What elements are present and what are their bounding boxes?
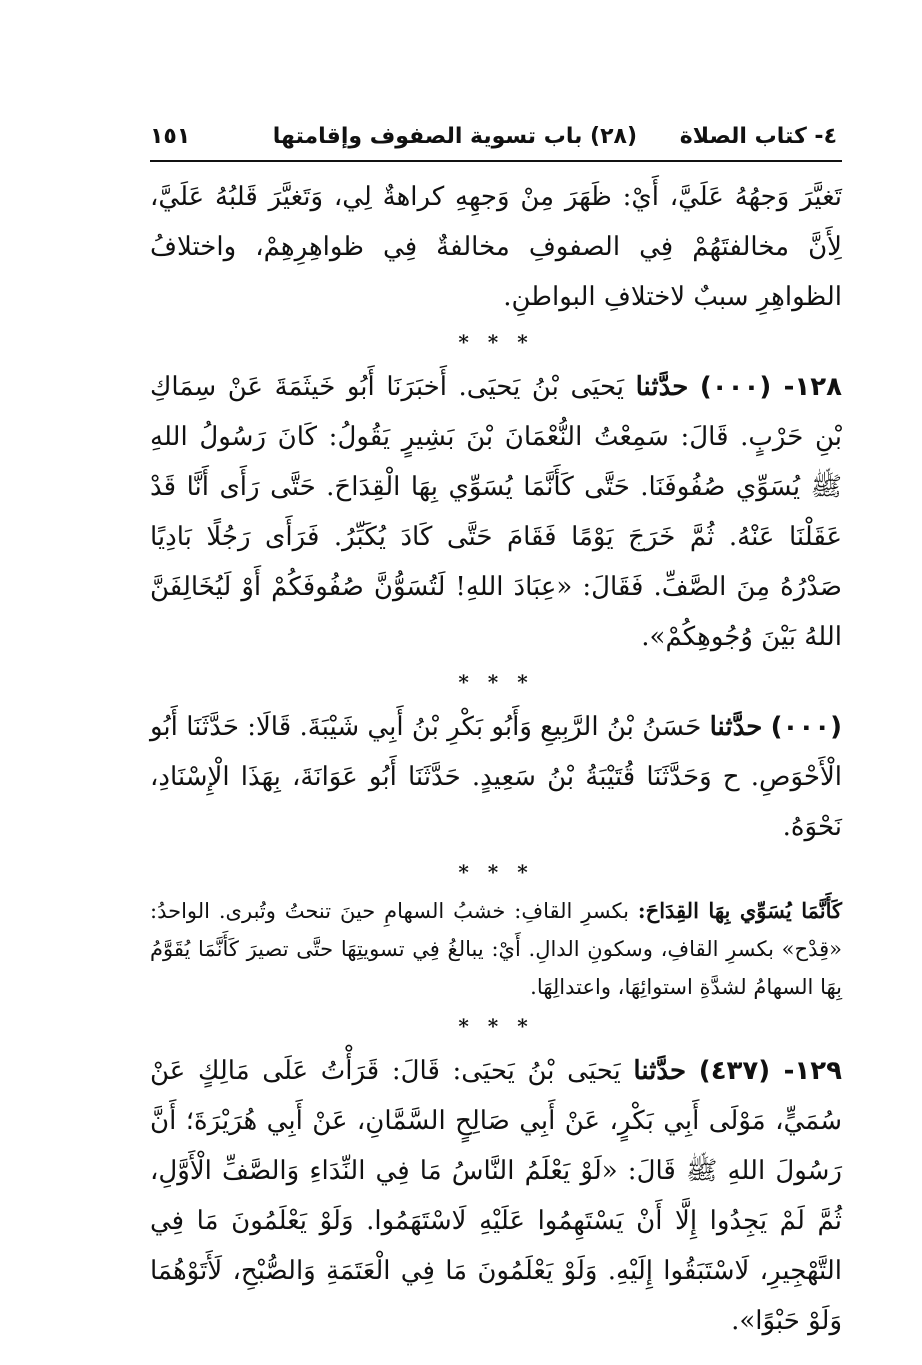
commentary-keyword: كَأَنَّمَا يُسَوِّي بِهَا القِدَاحَ:: [637, 898, 842, 923]
hadith-129: [150, 1046, 842, 1346]
hadith-number: ١٢٩- (٤٣٧): [698, 1056, 843, 1086]
hadith-number: (٠٠٠): [770, 712, 843, 742]
book-title: ٤- كتاب الصلاة: [679, 124, 837, 149]
separator: * * *: [458, 670, 534, 694]
header-rule: [150, 160, 842, 162]
hadith-text: حَسَنُ بْنُ الرَّبِيعِ وَأَبُو بَكْرِ بْنُ أَبِي شَيْبَةَ. قَالَا: حَدَّثَنَا أَبُو الْأَحْوَصِ. ح وَحَدَّثَنَا قُتَيْبَةُ بْنُ سَعِيدٍ. حَدَّثَنَا أَبُو عَوَانَةَ، بِهَذَا الْإِسْنَادِ، نَحْوَهُ.: [150, 712, 842, 842]
chapter-title: (٢٨) باب تسوية الصفوف وإقامتها: [272, 124, 637, 149]
narration-keyword: حدَّثنا: [635, 372, 689, 402]
narration-keyword: حدَّثنا: [709, 712, 763, 742]
separator: * * *: [458, 330, 534, 354]
hadith-text: يَحيَى بْنُ يَحيَى. أَخبَرَنَا أَبُو خَيثَمَةَ عَنْ سِمَاكِ بْنِ حَرْبٍ. قَالَ: سَمِعْتُ النُّعْمَانَ بْنَ بَشِيرٍ يَقُولُ: كَانَ رَسُولُ اللهِ ﷺ يُسَوِّي صُفُوفَنَا. حَتَّى كَأَنَّمَا يُسَوِّي بِهَا الْقِدَاحَ. حَتَّى رَأَى أَنَّا قَدْ عَقَلْنَا عَنْهُ. ثُمَّ خَرَجَ يَوْمًا فَقَامَ حَتَّى كَادَ يُكَبِّرُ. فَرَأَى رَجُلًا بَادِيًا صَدْرُهُ مِنَ الصَّفِّ. فَقَالَ: «عِبَادَ اللهِ! لَتُسَوُّنَّ صُفُوفَكُمْ أَوْ لَيُخَالِفَنَّ اللهُ بَيْنَ وُجُوهِكُمْ».: [150, 372, 842, 652]
page-body: [150, 172, 842, 1346]
hadith-128: [150, 362, 842, 662]
hadith-text: يَحيَى بْنُ يَحيَى: قَالَ: قَرَأْتُ عَلَى مَالِكٍ عَنْ سُمَيٍّ، مَوْلَى أَبِي بَكْرٍ، عَنْ أَبِي صَالِحٍ السَّمَّانِ، عَنْ أَبِي هُرَيْرَةَ؛ أَنَّ رَسُولَ اللهِ ﷺ قَالَ: «لَوْ يَعْلَمُ النَّاسُ مَا فِي النِّدَاءِ وَالصَّفِّ الْأَوَّلِ، ثُمَّ لَمْ يَجِدُوا إِلَّا أَنْ يَسْتَهِمُوا عَلَيْهِ لَاسْتَهَمُوا. وَلَوْ يَعْلَمُونَ مَا فِي التَّهْجِيرِ، لَاسْتَبَقُوا إِلَيْهِ. وَلَوْ يَعْلَمُونَ مَا فِي الْعَتَمَةِ وَالصُّبْحِ، لَأَتَوْهُمَا وَلَوْ حَبْوًا».: [150, 1056, 842, 1336]
page-header: [150, 122, 837, 158]
hadith-000: [150, 702, 842, 852]
commentary-text: بكسرِ القافِ: خشبُ السهامِ حينَ تنحتُ وتُبرى. الواحدُ: «قِدْح» بكسرِ القافِ، وسكونِ الدالِ. أَيْ: يبالغُ فِي تسويتِهَا حتَّى تصيرَ كَأَنَّمَا يُقَوَّمُ بِهَا السهامُ لشدَّةِ استوائِهَا، واعتدالِهَا.: [150, 899, 842, 999]
commentary-paragraph: تَغيَّرَ وَجهُهُ عَلَيَّ، أَيْ: ظَهَرَ مِنْ وَجهِهِ كراهةٌ لِي، وَتَغيَّرَ قَلبُهُ عَلَيَّ، لِأَنَّ مخالفتَهُمْ فِي الصفوفِ مخالفةٌ فِي ظواهِرِهِمْ، واختلافُ الظواهِرِ سببٌ لاختلافِ البواطنِ.: [150, 182, 842, 312]
commentary-paragraph: [150, 892, 842, 1006]
narration-keyword: حدَّثنا: [633, 1056, 687, 1086]
separator: * * *: [458, 860, 534, 884]
hadith-number: ١٢٨- (٠٠٠): [699, 372, 843, 402]
separator: * * *: [458, 1014, 534, 1038]
page-number: ١٥١: [150, 124, 191, 149]
